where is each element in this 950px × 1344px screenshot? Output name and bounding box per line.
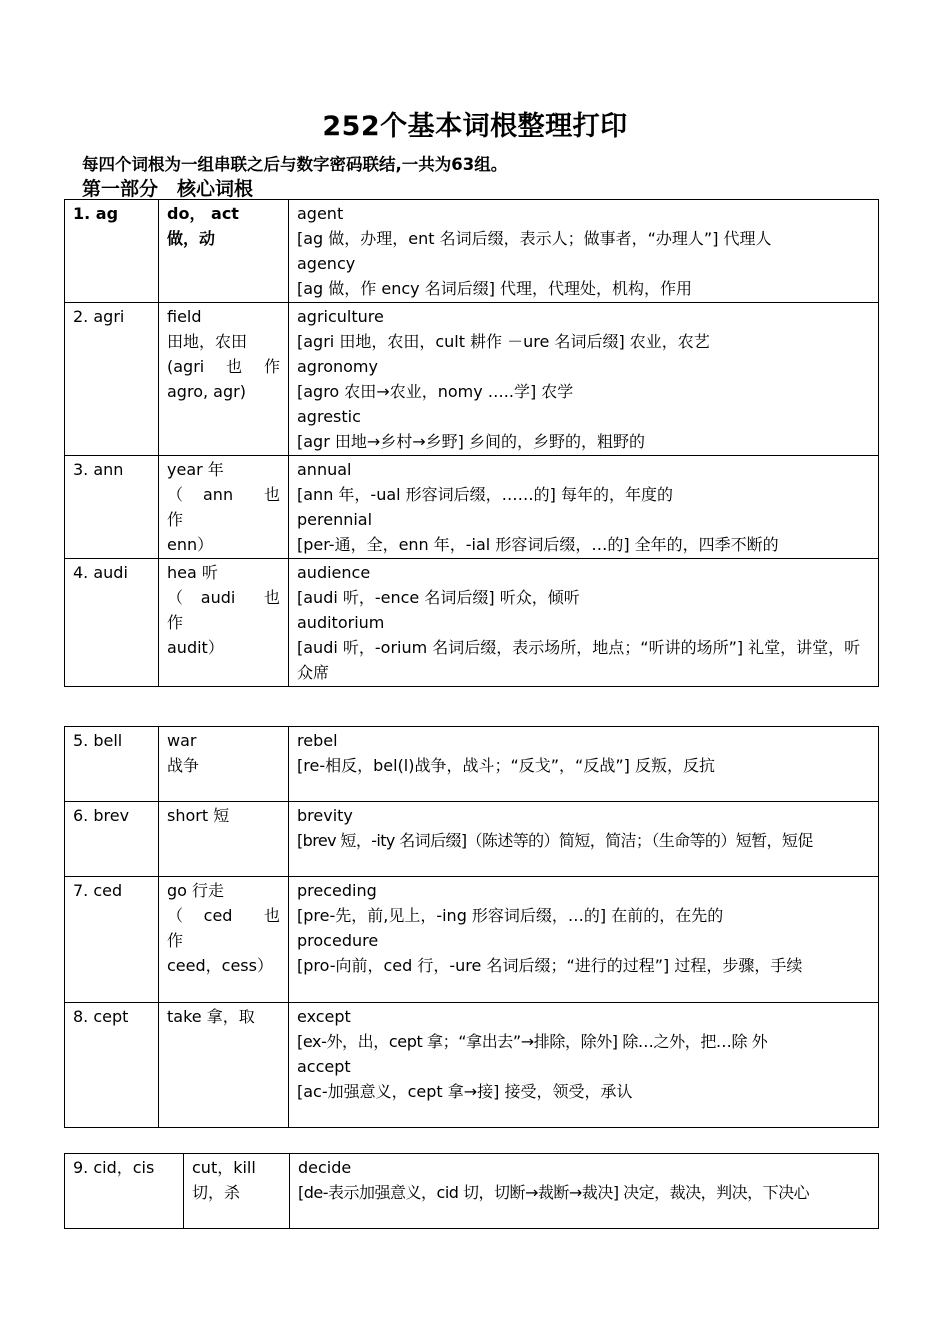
meaning-cell (159, 456, 297, 559)
examples-cell (289, 200, 879, 303)
root-cell: 7. ced (65, 877, 159, 1003)
subtitle: 每四个词根为一组串联之后与数字密码联结,一共为63组。 (82, 155, 508, 174)
example-explanation: [ag 做，办理，ent 名词后缀，表示人；做事者，“办理人”] 代理人 (297, 229, 772, 248)
meaning-line: agro, agr) (167, 382, 246, 401)
meaning-cell (159, 559, 297, 687)
example-explanation: [per-通，全，enn 年，-ial 形容词后缀，…的] 全年的，四季不断的 (297, 535, 779, 554)
meaning-cell (159, 303, 289, 456)
meaning-line: （ ann 也 作 (167, 485, 297, 529)
examples-cell (289, 303, 879, 456)
examples-cell (289, 727, 879, 802)
example-explanation: [re-相反，bel(l)战争，战斗；“反戈”，“反战”] 反叛，反抗 (297, 756, 715, 775)
example-explanation: [agri 田地，农田，cult 耕作 －ure 名词后缀] 农业，农艺 (297, 332, 710, 351)
example-explanation: [brev 短，-ity 名词后缀]（陈述等的）简短，简洁；（生命等的）短暂，短促 (297, 831, 813, 850)
roots-table-1 (64, 199, 879, 687)
examples-cell (289, 802, 879, 877)
page-title: 252个基本词根整理打印 (322, 111, 628, 142)
example-explanation: [agro 农田→农业，nomy …..学] 农学 (297, 382, 574, 401)
meaning-line: take 拿，取 (167, 1007, 255, 1026)
meaning-line: cut，kill (192, 1158, 256, 1177)
example-word: rebel (297, 731, 338, 750)
root-cell: 5. bell (65, 727, 159, 802)
table-row (65, 200, 879, 303)
examples-cell (289, 456, 879, 559)
example-explanation: [pre-先，前,见上，-ing 形容词后缀，…的] 在前的，在先的 (297, 906, 724, 925)
root-cell: 4. audi (65, 559, 159, 687)
root-cell: 6. brev (65, 802, 159, 877)
meaning-line: do， act (167, 204, 239, 223)
example-word: agent (297, 204, 344, 223)
meaning-cell (159, 1003, 289, 1128)
example-explanation: [audi 听，-ence 名词后缀] 听众，倾听 (297, 588, 580, 607)
meaning-line: ceed，cess） (167, 956, 273, 975)
meaning-line: enn） (167, 535, 214, 554)
example-word: audience (297, 563, 371, 582)
root-cell: 2. agri (65, 303, 159, 456)
meaning-line: go 行走 (167, 881, 225, 900)
root-cell: 8. cept (65, 1003, 159, 1128)
example-word: annual (297, 460, 352, 479)
example-word: except (297, 1007, 351, 1026)
example-explanation: [ann 年，-ual 形容词后缀，……的] 每年的，年度的 (297, 485, 673, 504)
example-explanation: [pro-向前，ced 行，-ure 名词后缀；“进行的过程”] 过程，步骤，手续 (297, 956, 803, 975)
table-row (65, 877, 879, 1003)
meaning-line: hea 听 (167, 563, 218, 582)
meaning-line: 做，动 (167, 229, 216, 248)
example-word: agriculture (297, 307, 384, 326)
example-word: preceding (297, 881, 377, 900)
table-row (65, 802, 879, 877)
example-word: agency (297, 254, 356, 273)
example-word: agronomy (297, 357, 378, 376)
meaning-line: （ audi 也 作 (167, 588, 297, 632)
example-word: auditorium (297, 613, 385, 632)
meaning-line: field (167, 307, 202, 326)
meaning-cell (159, 802, 289, 877)
table-row (65, 456, 879, 559)
examples-cell (289, 559, 879, 687)
example-explanation: [audi 听，-orium 名词后缀，表示场所，地点；“听讲的场所”] 礼堂，讲堂，听众席 (297, 638, 861, 682)
examples-cell (289, 1003, 879, 1128)
example-word: agrestic (297, 407, 361, 426)
example-explanation: [ex-外，出，cept 拿；“拿出去”→排除，除外] 除…之外，把…除 外 (297, 1032, 768, 1051)
table-row (65, 727, 879, 802)
meaning-cell (159, 200, 289, 303)
meaning-line: year 年 (167, 460, 224, 479)
example-word: procedure (297, 931, 379, 950)
table-row (65, 559, 879, 687)
example-explanation: [ac-加强意义，cept 拿→接] 接受，领受，承认 (297, 1082, 633, 1101)
meaning-line: short 短 (167, 806, 230, 825)
example-word: brevity (297, 806, 353, 825)
meaning-line: (agri 也 作 (167, 357, 280, 376)
example-explanation: [de-表示加强意义，cid 切，切断→裁断→裁决] 决定，裁决，判决，下决心 (298, 1183, 810, 1202)
meaning-cell (159, 877, 297, 1003)
root-cell: 9. cid，cis (65, 1154, 184, 1229)
root-cell: 1. ag (65, 200, 159, 303)
section-heading: 第一部分 核心词根 (82, 178, 254, 200)
meaning-line: （ ced 也 作 (167, 906, 297, 950)
example-word: decide (298, 1158, 352, 1177)
example-word: accept (297, 1057, 351, 1076)
meaning-line: 田地，农田 (167, 332, 248, 351)
roots-table-3 (64, 1153, 879, 1229)
examples-cell (289, 877, 879, 1003)
table-row (65, 1154, 879, 1229)
example-explanation: [ag 做，作 ency 名词后缀] 代理，代理处，机构，作用 (297, 279, 693, 298)
roots-table-2 (64, 726, 879, 1128)
root-cell: 3. ann (65, 456, 159, 559)
table-row (65, 303, 879, 456)
example-word: perennial (297, 510, 373, 529)
meaning-line: audit） (167, 638, 224, 657)
table-row (65, 1003, 879, 1128)
meaning-line: 切，杀 (192, 1183, 241, 1202)
meaning-cell (159, 727, 289, 802)
example-explanation: [agr 田地→乡村→乡野] 乡间的，乡野的，粗野的 (297, 432, 646, 451)
meaning-line: war (167, 731, 197, 750)
examples-cell (290, 1154, 879, 1229)
meaning-line: 战争 (167, 756, 200, 775)
meaning-cell (184, 1154, 290, 1229)
